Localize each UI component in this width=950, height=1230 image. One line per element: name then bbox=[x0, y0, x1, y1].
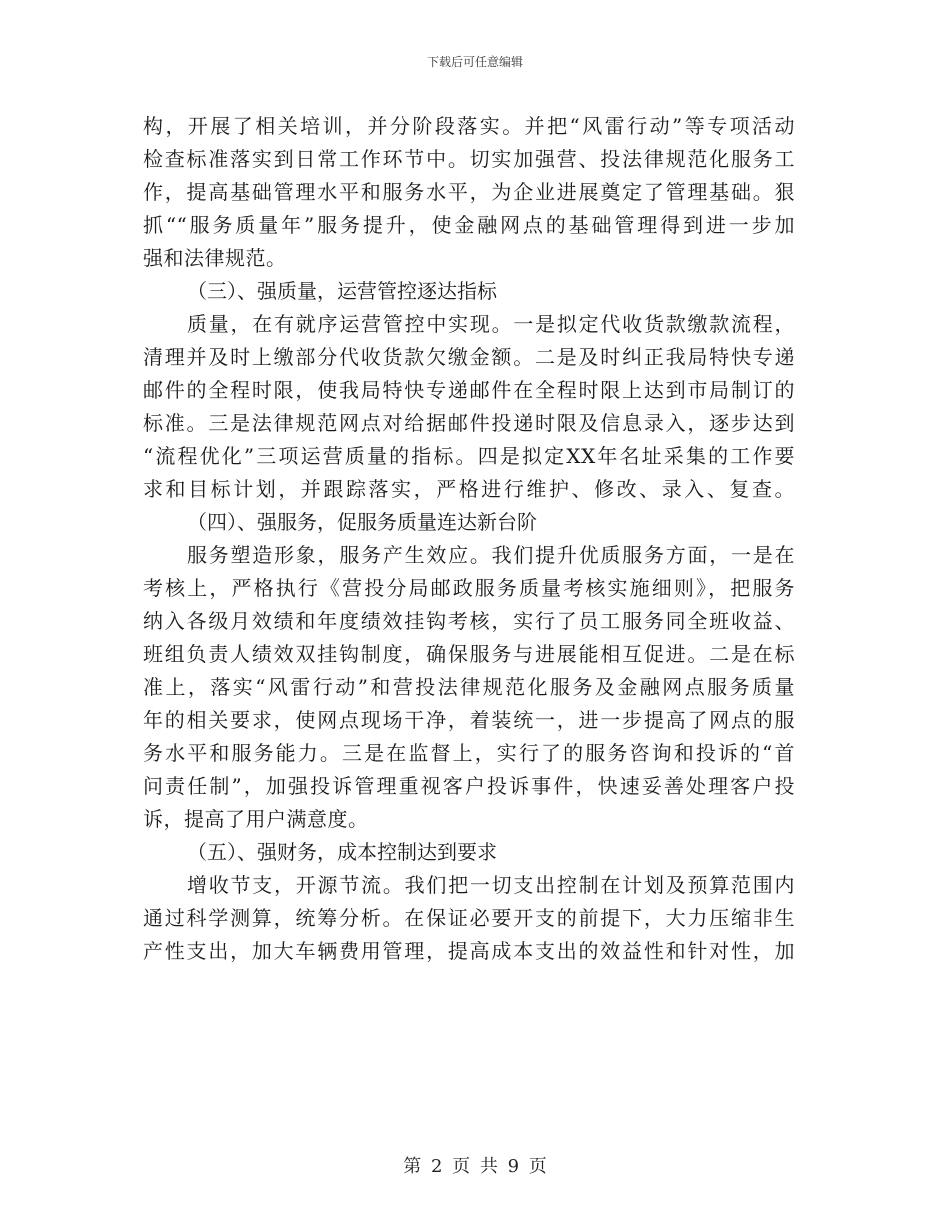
text-line: 班组负责人绩效双挂钩制度，确保服务与进展能相互促进。二是在标 bbox=[143, 642, 795, 666]
text-line: 务水平和服务能力。三是在监督上，实行了的服务咨询和投诉的“首 bbox=[143, 741, 795, 765]
text-line: 准上，落实“风雷行动”和营投法律规范化服务及金融网点服务质量 bbox=[143, 675, 795, 699]
text-line: 构，开展了相关培训，并分阶段落实。并把“风雷行动”等专项活动 bbox=[143, 114, 795, 138]
text-line: 作，提高基础管理水平和服务水平，为企业进展奠定了管理基础。狠 bbox=[143, 180, 795, 204]
text-line: 产性支出，加大车辆费用管理，提高成本支出的效益性和针对性，加 bbox=[143, 939, 795, 963]
text-line: 通过科学测算，统筹分析。在保证必要开支的前提下，大力压缩非生 bbox=[143, 906, 795, 930]
document-body bbox=[143, 110, 795, 968]
text-line: 求和目标计划，并跟踪落实，严格进行维护、修改、录入、复查。 bbox=[143, 477, 795, 501]
paragraph-first-line: 增收节支，开源节流。我们把一切支出控制在计划及预算范围内 bbox=[187, 873, 795, 897]
section-heading: （四）、强服务，促服务质量连达新台阶 bbox=[187, 510, 537, 534]
text-line: 标准。三是法律规范网点对给据邮件投递时限及信息录入，逐步达到 bbox=[143, 411, 795, 435]
text-line: “流程优化”三项运营质量的指标。四是拟定XX年名址采集的工作要 bbox=[143, 444, 795, 468]
paragraph-last-line: 诉，提高了用户满意度。 bbox=[143, 807, 369, 831]
paragraph-first-line: 服务塑造形象，服务产生效应。我们提升优质服务方面，一是在 bbox=[187, 543, 795, 567]
text-line: 考核上，严格执行《营投分局邮政服务质量考核实施细则》，把服务 bbox=[143, 576, 795, 600]
text-line: 清理并及时上缴部分代收货款欠缴金额。二是及时纠正我局特快专递 bbox=[143, 345, 795, 369]
text-line: 纳入各级月效绩和年度绩效挂钩考核，实行了员工服务同全班收益、 bbox=[143, 609, 795, 633]
page-header: 下载后可任意编辑 bbox=[426, 55, 523, 69]
page-number-footer: 第 2 页 共 9 页 bbox=[403, 1156, 547, 1177]
text-line: 邮件的全程时限，使我局特快专递邮件在全程时限上达到市局制订的 bbox=[143, 378, 795, 402]
text-line: 抓““服务质量年”服务提升，使金融网点的基础管理得到进一步加 bbox=[143, 213, 795, 237]
text-line: 年的相关要求，使网点现场干净，着装统一，进一步提高了网点的服 bbox=[143, 708, 795, 732]
paragraph-first-line: 质量，在有就序运营管控中实现。一是拟定代收货款缴款流程， bbox=[187, 312, 795, 336]
section-heading: （三）、强质量，运营管控逐达指标 bbox=[187, 279, 497, 303]
text-line: 检查标准落实到日常工作环节中。切实加强营、投法律规范化服务工 bbox=[143, 147, 795, 171]
section-heading: （五）、强财务，成本控制达到要求 bbox=[187, 840, 497, 864]
paragraph-last-line: 强和法律规范。 bbox=[143, 246, 287, 270]
text-line: 问责任制”，加强投诉管理重视客户投诉事件，快速妥善处理客户投 bbox=[143, 774, 795, 798]
